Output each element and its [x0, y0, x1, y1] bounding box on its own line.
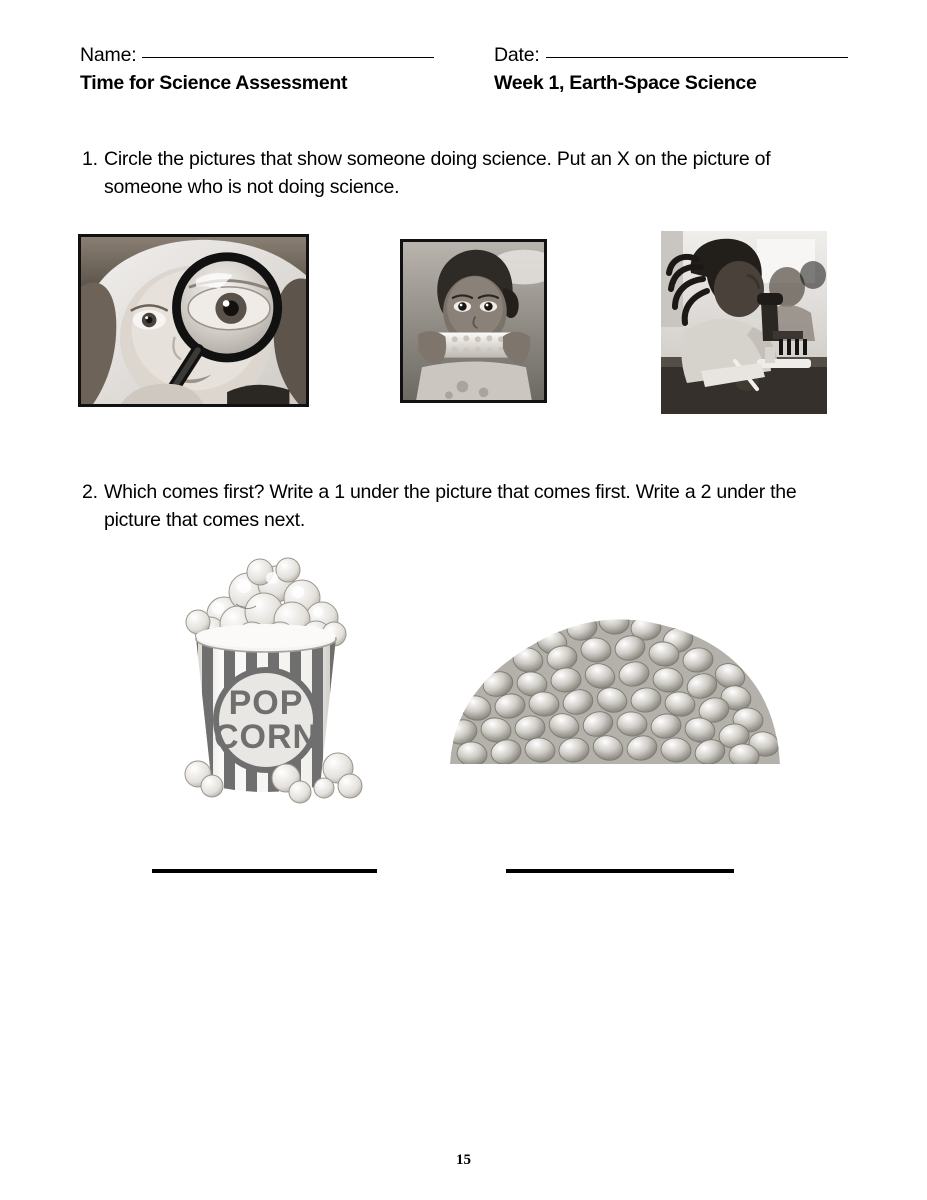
name-label: Name:	[80, 44, 137, 66]
question-2	[82, 479, 857, 534]
date-label: Date:	[494, 44, 540, 66]
girl-eating-corn-icon	[403, 242, 544, 400]
answer-line-under-kernels[interactable]	[506, 869, 734, 873]
image-girl-using-microscope[interactable]	[661, 231, 827, 414]
answer-line-under-popcorn[interactable]	[152, 869, 377, 873]
girl-using-microscope-icon	[661, 231, 827, 414]
name-field-row	[80, 44, 434, 66]
unit-title: Week 1, Earth-Space Science	[494, 72, 757, 95]
child-with-magnifying-glass-icon	[81, 237, 306, 404]
image-girl-eating-corn-on-the-cob[interactable]	[400, 239, 547, 403]
question-1-number: 1.	[82, 148, 98, 170]
header-left-column	[80, 44, 434, 95]
image-child-with-magnifying-glass[interactable]	[78, 234, 309, 407]
page-number: 15	[456, 1152, 471, 1168]
corn-kernels-pile-icon	[432, 592, 797, 775]
date-write-in-line[interactable]	[546, 57, 848, 58]
popcorn-badge-line-2: CORN	[213, 718, 319, 756]
question-1	[82, 146, 854, 201]
popcorn-bucket-icon	[152, 542, 380, 804]
worksheet-header	[80, 44, 848, 95]
question-2-number: 2.	[82, 481, 98, 503]
image-popcorn-bucket[interactable]	[152, 542, 380, 804]
image-corn-kernels-pile[interactable]	[432, 592, 797, 775]
question-2-text: Which comes first? Write a 1 under the picture that comes first. Write a 2 under the picture that comes next.	[104, 481, 797, 531]
header-right-column	[494, 44, 848, 95]
date-field-row	[494, 44, 848, 66]
popcorn-badge-line-1: POP	[228, 684, 304, 722]
question-1-text: Circle the pictures that show someone doing science. Put an X on the picture of someone who is not doing science.	[104, 148, 771, 198]
name-write-in-line[interactable]	[142, 57, 434, 58]
worksheet-title: Time for Science Assessment	[80, 72, 348, 95]
